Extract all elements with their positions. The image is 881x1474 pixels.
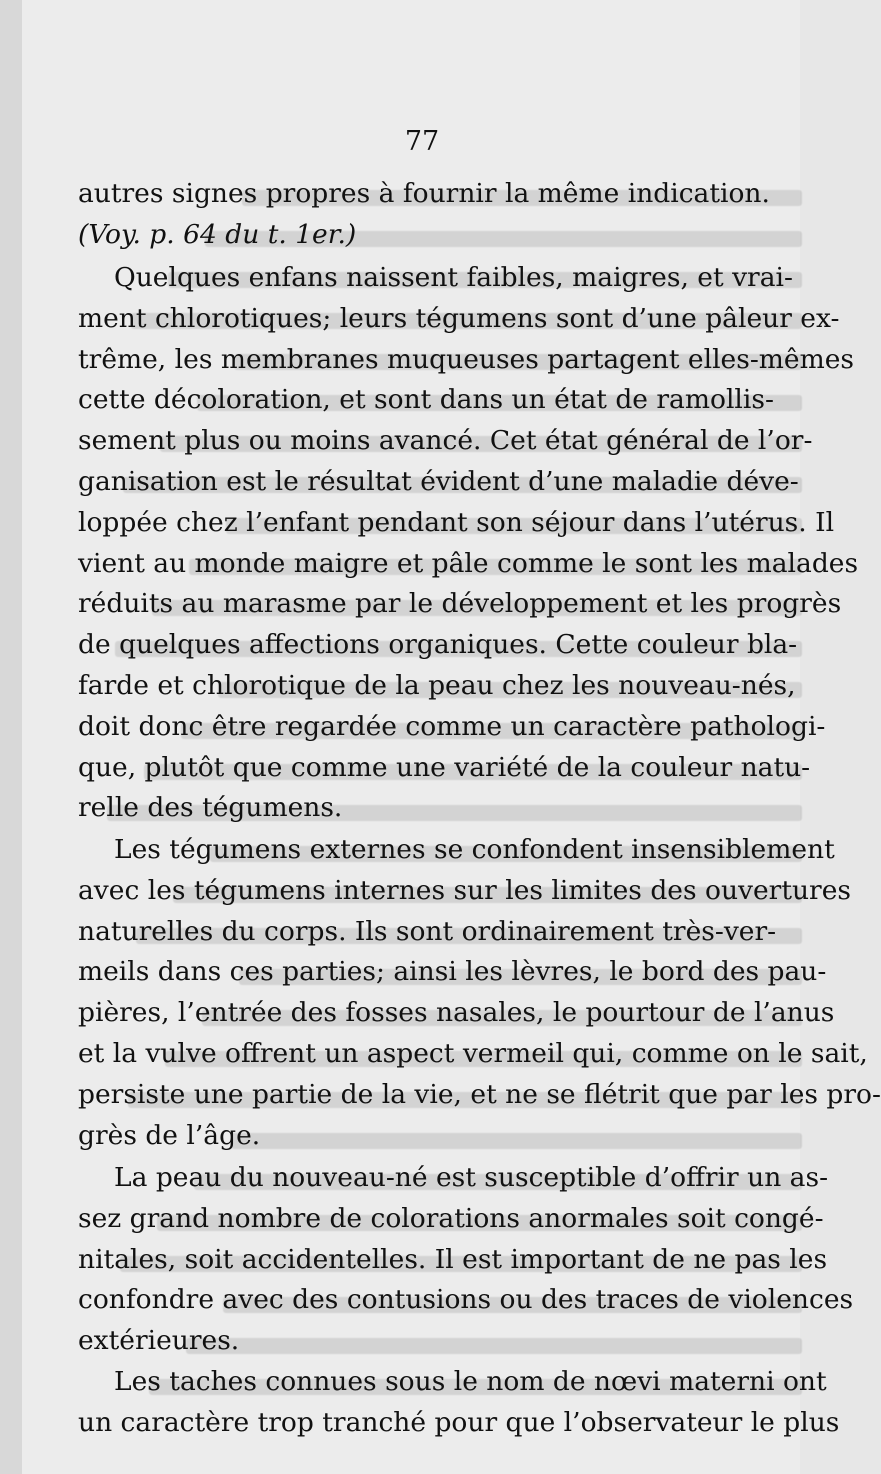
text-line: autres signes propres à fournir la même indication. [78,178,770,209]
text-line: cette décoloration, et sont dans un état de ramollis- [78,384,774,416]
text-line: pières, l’entrée des fosses nasales, le pourtour de l’anus [78,997,835,1029]
text-line: La peau du nouveau-né est susceptible d’offrir un as- [114,1162,829,1193]
text-line: que, plutôt que comme une variété de la couleur natu- [78,751,811,783]
text-line: trême, les membranes muqueuses partagent elles-mêmes [78,343,855,375]
text-line: farde et chlorotique de la peau chez les nouveau-nés, [78,669,796,701]
paragraph-3 [78,830,881,1156]
paragraph-2 [78,258,859,829]
page-number: 77 [404,126,440,157]
text-line: Quelques enfans naissent faibles, maigres, et vrai- [114,262,793,293]
text-line: un caractère trop tranché pour que l’observateur le plus [78,1406,840,1438]
text-line: Les tégumens externes se confondent insensiblement [114,834,835,865]
paragraph-1 [78,174,770,256]
text-line: et la vulve offrent un aspect vermeil qui, comme on le sait, [78,1037,868,1069]
text-line: naturelles du corps. Ils sont ordinairement très-ver- [78,915,777,947]
reference-line [78,215,762,256]
text-line: de quelques affections organiques. Cette couleur bla- [78,629,798,661]
text-line: sement plus ou moins avancé. Cet état général de l’or- [78,425,813,457]
text-line: meils dans ces parties; ainsi les lèvres, le bord des pau- [78,956,827,988]
reference-text: (Voy. p. 64 du t. 1er.) [78,218,357,250]
text-line: ganisation est le résultat évident d’une maladie déve- [78,465,799,497]
paragraph-5 [78,1362,840,1444]
text-line: vient au monde maigre et pâle comme le sont les malades [78,547,859,579]
text-line: nitales, soit accidentelles. Il est important de ne pas les [78,1243,828,1275]
text-line: extérieures. [78,1325,240,1357]
text-line: grès de l’âge. [78,1119,261,1151]
text-line: persiste une partie de la vie, et ne se flétrit que par les pro- [78,1078,881,1110]
text-line: loppée chez l’enfant pendant son séjour dans l’utérus. Il [78,506,835,538]
text-line: sez grand nombre de colorations anormales soit congé- [78,1202,824,1234]
text-line: doit donc être regardée comme un caractère pathologi- [78,710,826,742]
text-line: relle des tégumens. [78,792,343,824]
paragraph-4 [78,1158,854,1362]
text-line: réduits au marasme par le développement et les progrès [78,588,842,620]
text-line: avec les tégumens internes sur les limites des ouvertures [78,874,852,906]
text-line: ment chlorotiques; leurs tégumens sont d’une pâleur ex- [78,302,840,334]
text-line: confondre avec des contusions ou des traces de violences [78,1284,854,1316]
text-line: Les taches connues sous le nom de nœvi materni ont [114,1366,827,1397]
